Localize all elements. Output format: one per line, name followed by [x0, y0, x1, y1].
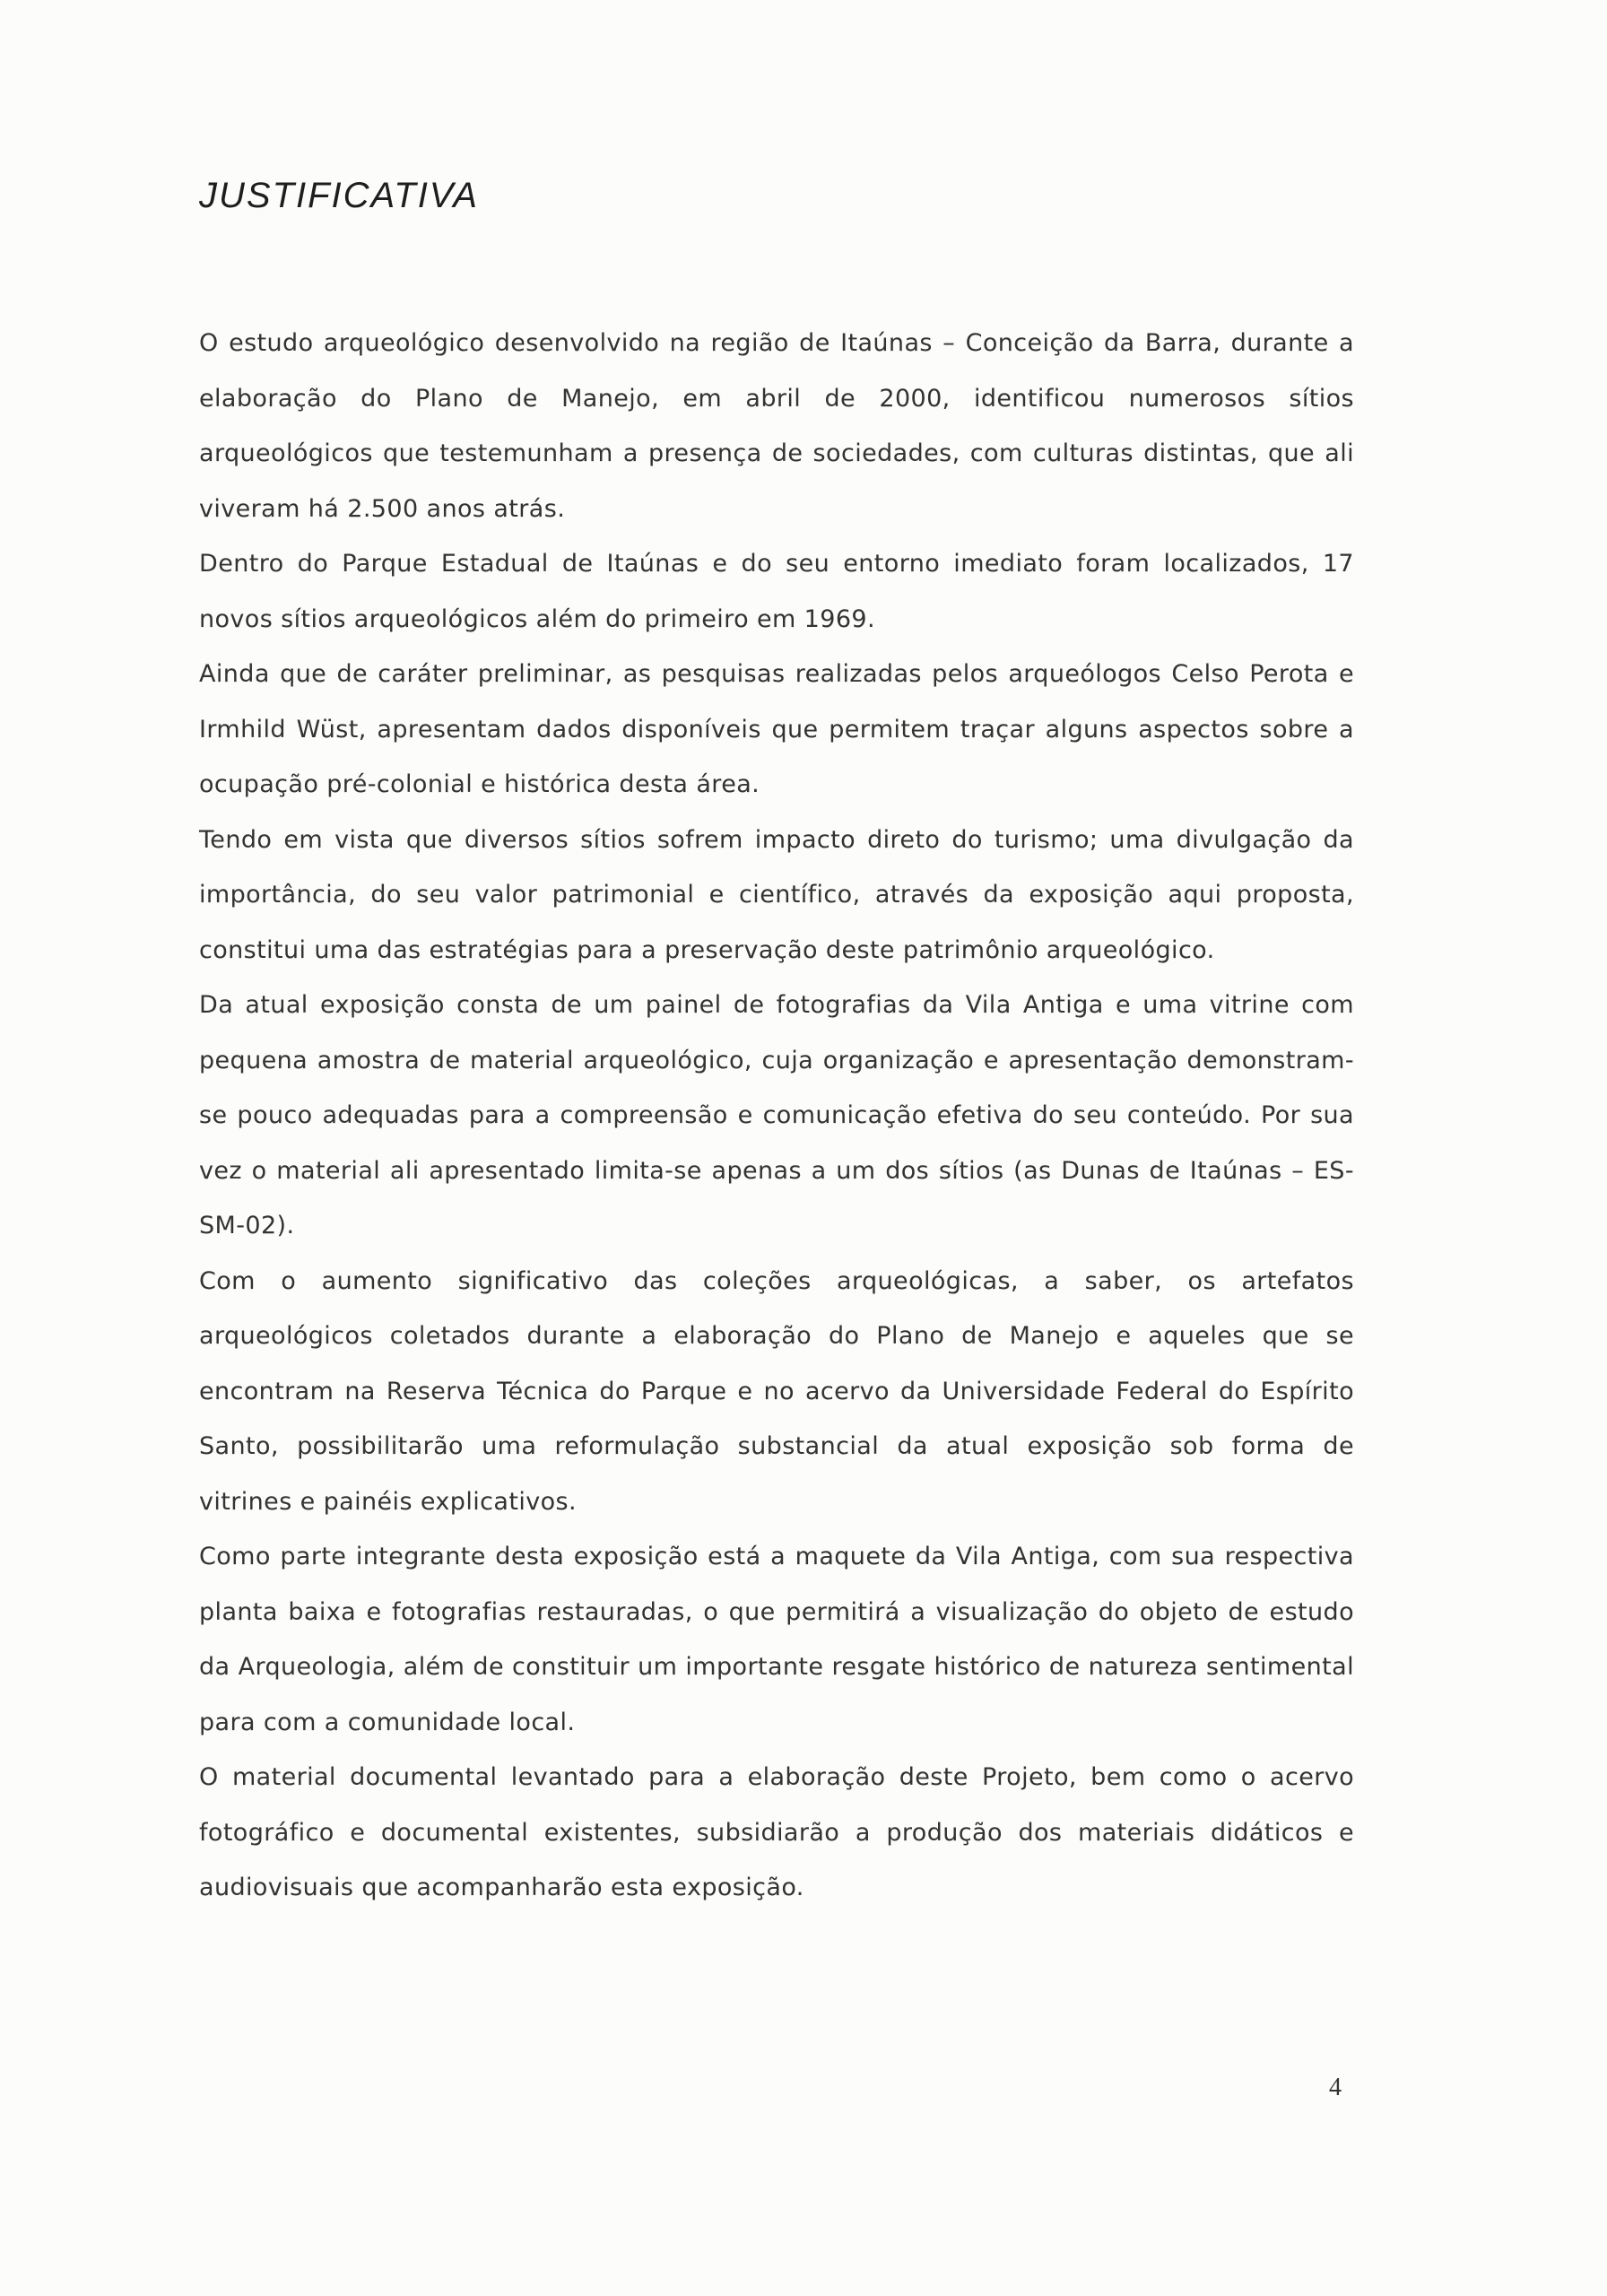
paragraph-2: Dentro do Parque Estadual de Itaúnas e do seu entorno imediato foram localizados, 17 novos sítios arqueológicos além do primeiro em 1969. [199, 550, 1354, 633]
paragraph-1: O estudo arqueológico desenvolvido na região de Itaúnas – Conceição da Barra, durante a elaboração do Plano de Manejo, em abril de 2000, identificou numerosos sítios arqueológicos que testemunham a presença de sociedades, com culturas distintas, que ali viveram há 2.500 anos atrás. [199, 329, 1354, 523]
paragraph-5: Da atual exposição consta de um painel de fotografias da Vila Antiga e uma vitrine com pequena amostra de material arqueológico, cuja organização e apresentação demonstram-se pouco adequadas para a compreensão e comunicação efetiva do seu conteúdo. Por sua vez o material ali apresentado limita-se apenas a um dos sítios (as Dunas de Itaúnas – ES-SM-02). [199, 991, 1354, 1239]
paragraph-3: Ainda que de caráter preliminar, as pesquisas realizadas pelos arqueólogos Celso Perota e Irmhild Wüst, apresentam dados disponíveis que permitem traçar alguns aspectos sobre a ocupação pré-colonial e histórica desta área. [199, 660, 1354, 798]
page-title: JUSTIFICATIVA [199, 176, 479, 215]
document-body [199, 316, 1354, 1916]
paragraph-4: Tendo em vista que diversos sítios sofrem impacto direto do turismo; uma divulgação da importância, do seu valor patrimonial e científico, através da exposição aqui proposta, constitui uma das estratégias para a preservação deste patrimônio arqueológico. [199, 825, 1354, 964]
paragraph-7: Como parte integrante desta exposição está a maquete da Vila Antiga, com sua respectiva planta baixa e fotografias restauradas, o que permitirá a visualização do objeto de estudo da Arqueologia, além de constituir um importante resgate histórico de natureza sentimental para com a comunidade local. [199, 1543, 1354, 1736]
page-number: 4 [1329, 2074, 1342, 2101]
paragraph-8: O material documental levantado para a elaboração deste Projeto, bem como o acervo fotográfico e documental existentes, subsidiarão a produção dos materiais didáticos e audiovisuais que acompanharão esta exposição. [199, 1763, 1354, 1901]
paragraph-6: Com o aumento significativo das coleções arqueológicas, a saber, os artefatos arqueológicos coletados durante a elaboração do Plano de Manejo e aqueles que se encontram na Reserva Técnica do Parque e no acervo da Universidade Federal do Espírito Santo, possibilitarão uma reformulação substancial da atual exposição sob forma de vitrines e painéis explicativos. [199, 1266, 1354, 1516]
